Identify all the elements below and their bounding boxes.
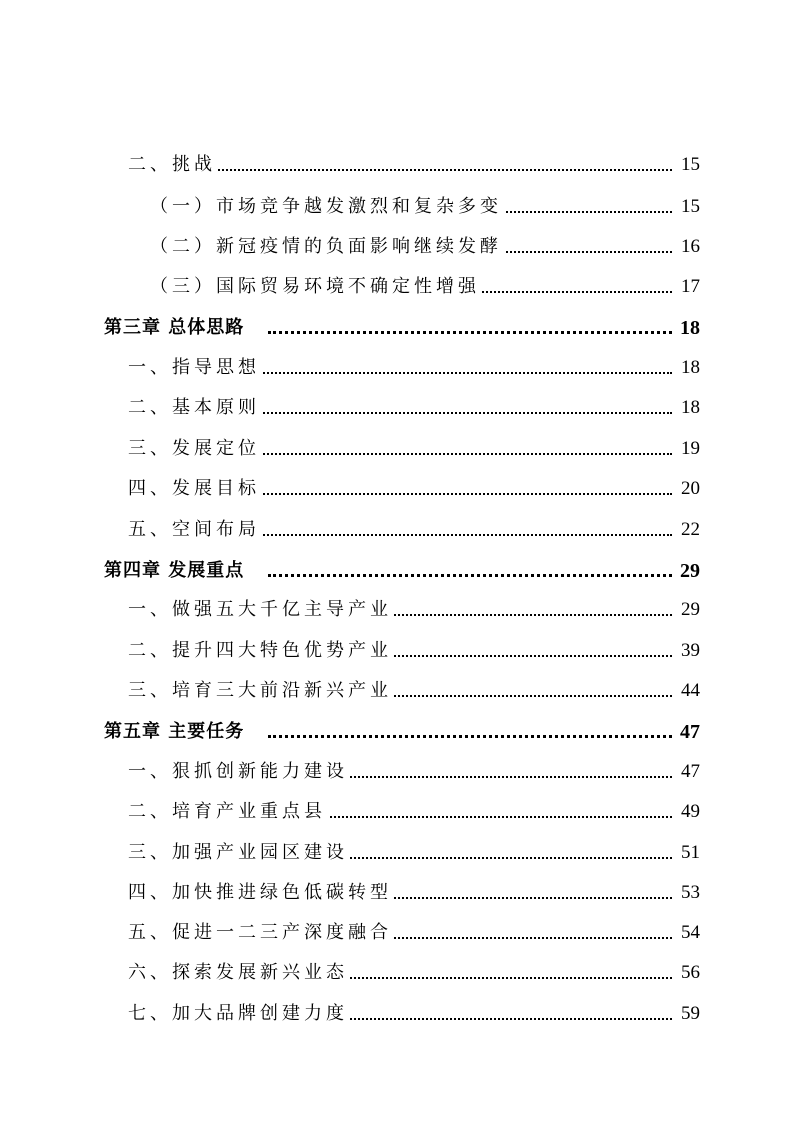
page-number: 22 [672, 515, 700, 545]
entry-title: 三、培育三大前沿新兴产业 [128, 676, 394, 706]
toc-entry-covid-impact[interactable] [0, 232, 800, 262]
entry-title: 一、指导思想 [128, 353, 262, 383]
chapter-title: 第五章 主要任务 [104, 717, 246, 747]
leader-dots [268, 331, 672, 334]
page-number: 18 [672, 393, 700, 423]
leader-dots [256, 412, 672, 414]
entry-title: 二、提升四大特色优势产业 [128, 636, 394, 666]
toc-entry-five-leading-industries[interactable] [0, 595, 800, 625]
toc-entry-development-goals[interactable] [0, 474, 800, 504]
leader-dots [390, 655, 672, 657]
leader-dots [322, 816, 672, 818]
toc-entry-challenges[interactable] [0, 150, 800, 180]
leader-dots [256, 372, 672, 374]
toc-entry-industry-integration[interactable] [0, 918, 800, 948]
page-number: 29 [672, 556, 700, 586]
leader-dots [390, 614, 672, 616]
entry-title: （一）市场竞争越发激烈和复杂多变 [150, 192, 504, 222]
toc-entry-brand-building[interactable] [0, 999, 800, 1029]
leader-dots [390, 937, 672, 939]
page-number: 47 [672, 717, 700, 747]
page-number: 18 [672, 353, 700, 383]
entry-title: 七、加大品牌创建力度 [128, 999, 350, 1029]
page-number: 15 [672, 192, 700, 222]
entry-title: 四、加快推进绿色低碳转型 [128, 878, 394, 908]
page-number: 49 [672, 797, 700, 827]
entry-title: 一、做强五大千亿主导产业 [128, 595, 394, 625]
chapter-title: 第四章 发展重点 [104, 556, 246, 586]
page-number: 51 [672, 838, 700, 868]
entry-title: 三、发展定位 [128, 434, 262, 464]
leader-dots [345, 776, 672, 778]
entry-title: 一、狠抓创新能力建设 [128, 757, 350, 787]
toc-entry-key-counties[interactable] [0, 797, 800, 827]
page-number: 54 [672, 918, 700, 948]
toc-entry-innovation-capacity[interactable] [0, 757, 800, 787]
page-number: 16 [672, 232, 700, 262]
leader-dots [190, 169, 672, 171]
leader-dots [490, 251, 672, 253]
entry-title: 二、挑战 [128, 150, 218, 180]
leader-dots [345, 977, 672, 979]
entry-title: 五、空间布局 [128, 515, 262, 545]
page-number: 53 [672, 878, 700, 908]
leader-dots [256, 493, 672, 495]
leader-dots [470, 291, 672, 293]
leader-dots [345, 1018, 672, 1020]
entry-title: 四、发展目标 [128, 474, 262, 504]
leader-dots [268, 735, 672, 738]
toc-entry-trade-uncertainty[interactable] [0, 272, 800, 302]
leader-dots [390, 897, 672, 899]
entry-title: （二）新冠疫情的负面影响继续发酵 [150, 232, 504, 262]
toc-entry-three-emerging-industries[interactable] [0, 676, 800, 706]
page-number: 20 [672, 474, 700, 504]
entry-title: 六、探索发展新兴业态 [128, 958, 350, 988]
entry-title: （三）国际贸易环境不确定性增强 [150, 272, 482, 302]
page-number: 56 [672, 958, 700, 988]
leader-dots [390, 695, 672, 697]
entry-title: 五、促进一二三产深度融合 [128, 918, 394, 948]
toc-entry-industrial-parks[interactable] [0, 838, 800, 868]
leader-dots [256, 453, 672, 455]
entry-title: 二、基本原则 [128, 393, 262, 423]
page-number: 15 [672, 150, 700, 180]
page-number: 18 [672, 313, 700, 343]
page-number: 44 [672, 676, 700, 706]
page-number: 59 [672, 999, 700, 1029]
entry-title: 二、培育产业重点县 [128, 797, 328, 827]
entry-title: 三、加强产业园区建设 [128, 838, 350, 868]
toc-entry-development-positioning[interactable] [0, 434, 800, 464]
page-number: 17 [672, 272, 700, 302]
toc-entry-new-business-forms[interactable] [0, 958, 800, 988]
toc-chapter-3[interactable] [0, 313, 800, 343]
chapter-title: 第三章 总体思路 [104, 313, 246, 343]
leader-dots [345, 857, 672, 859]
toc-chapter-4[interactable] [0, 556, 800, 586]
toc-entry-guiding-ideology[interactable] [0, 353, 800, 383]
toc-entry-basic-principles[interactable] [0, 393, 800, 423]
leader-dots [490, 211, 672, 213]
leader-dots [256, 534, 672, 536]
toc-chapter-5[interactable] [0, 717, 800, 747]
toc-entry-green-transition[interactable] [0, 878, 800, 908]
toc-entry-spatial-layout[interactable] [0, 515, 800, 545]
leader-dots [268, 574, 672, 577]
page-number: 19 [672, 434, 700, 464]
toc-entry-market-competition[interactable] [0, 192, 800, 222]
toc-entry-four-characteristic-industries[interactable] [0, 636, 800, 666]
page-number: 29 [672, 595, 700, 625]
page-number: 47 [672, 757, 700, 787]
page-number: 39 [672, 636, 700, 666]
